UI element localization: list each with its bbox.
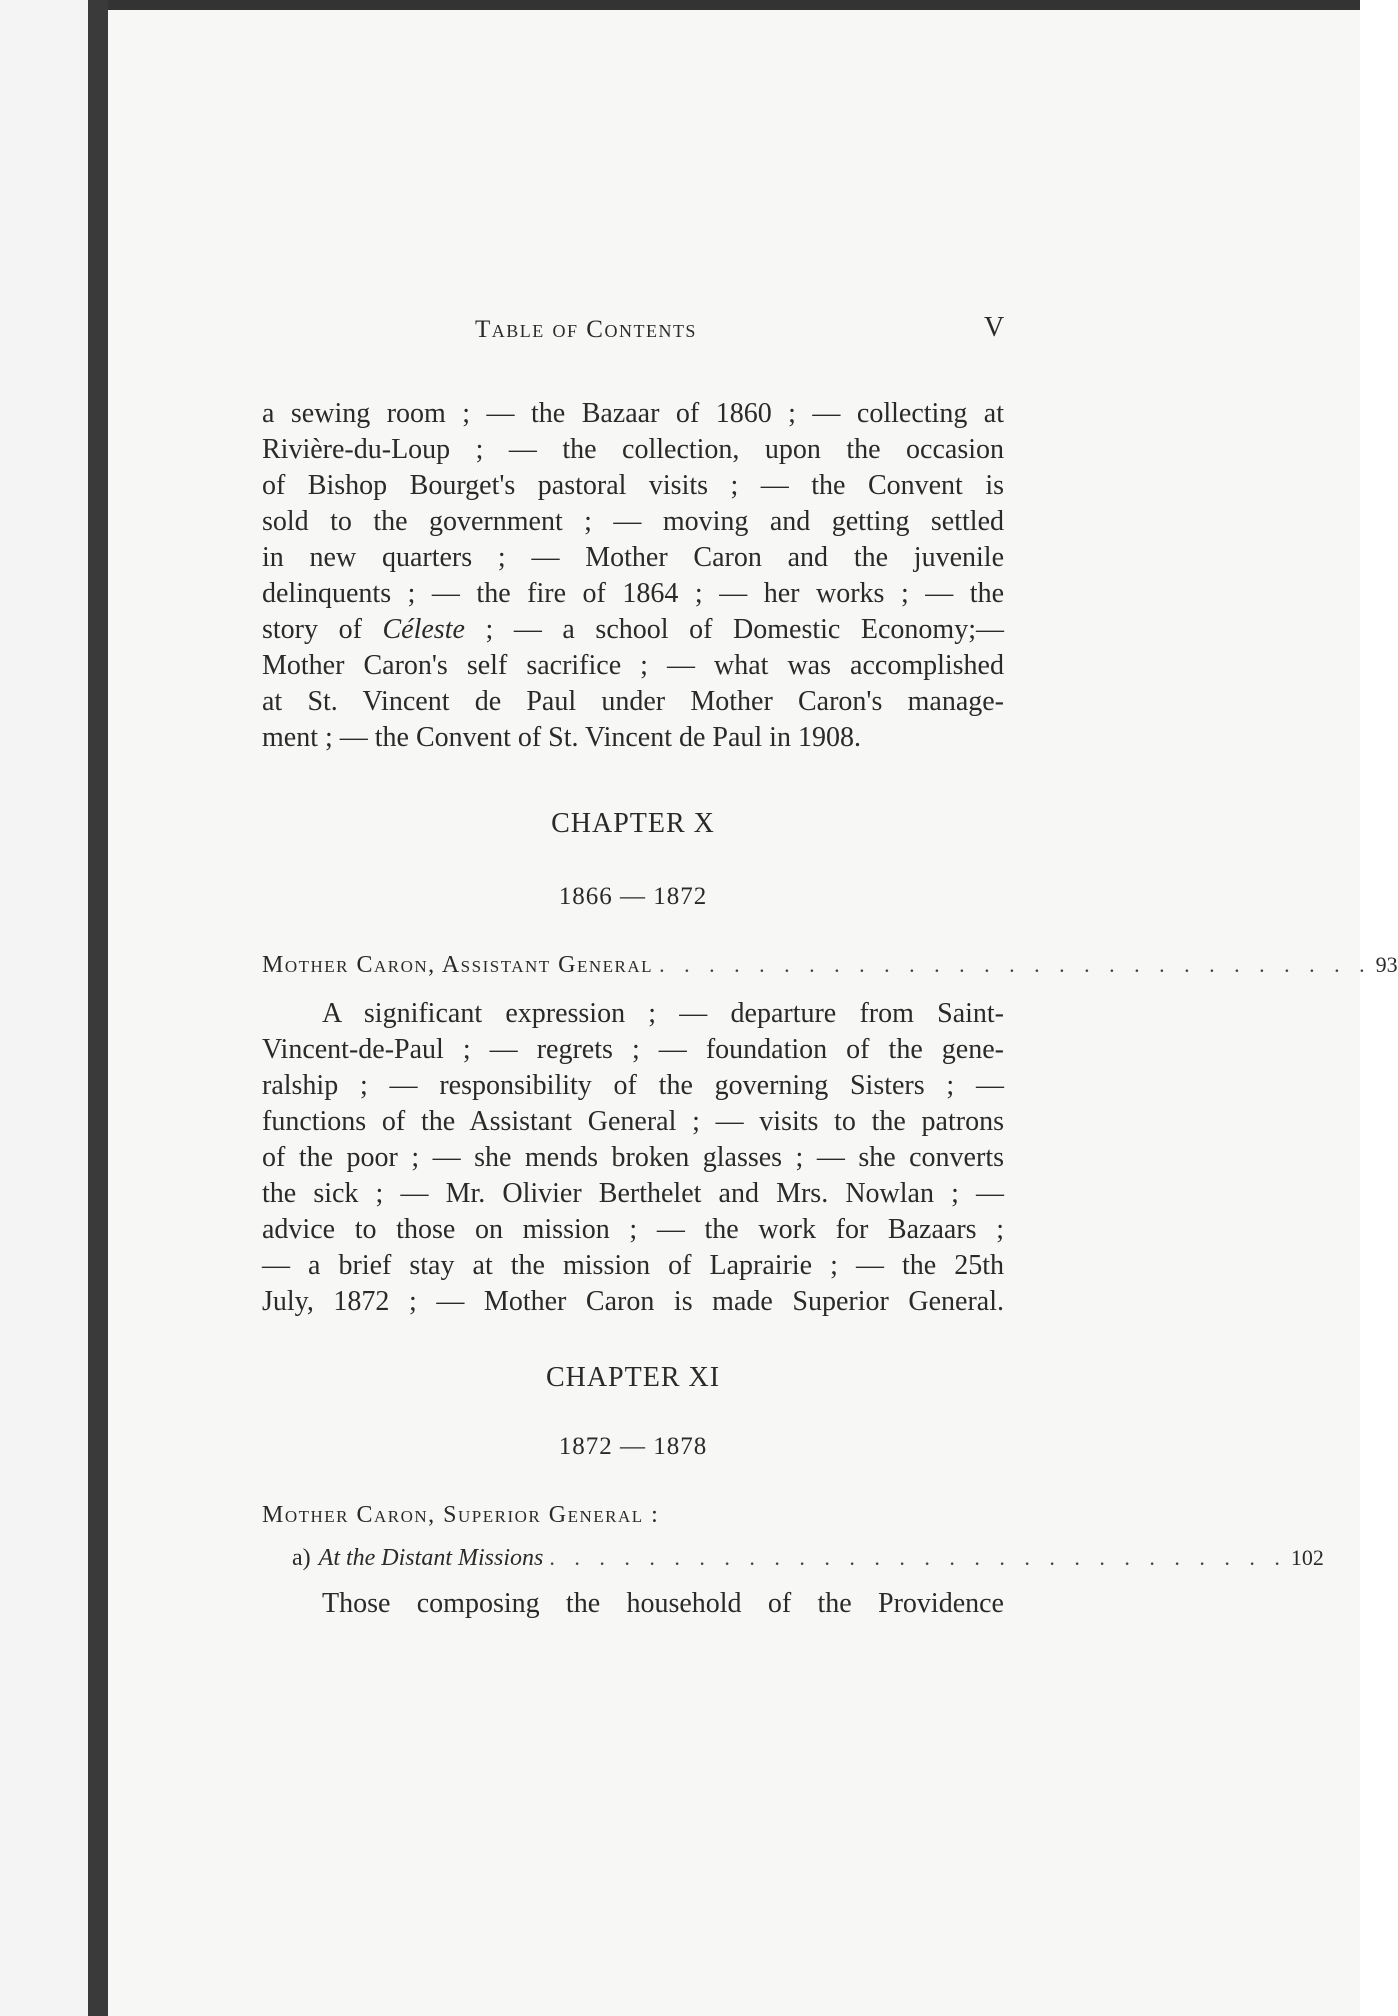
chapter-x-heading: CHAPTER X	[551, 808, 715, 839]
chapter-xi-summary	[262, 1586, 1004, 1622]
chapter-xi-heading: CHAPTER XI	[545, 1362, 721, 1393]
page-number: V	[984, 312, 1005, 343]
dot-leader: . . . . . . . . . . . . . . . . . . . . . . . . . . . . .	[659, 952, 1372, 977]
summary-line: in new quarters ; — Mother Caron and the juvenile	[262, 542, 1004, 573]
summary-line: delinquents ; — the fire of 1864 ; — her works ; — the	[262, 578, 1004, 609]
top-edge-shadow	[108, 0, 1360, 10]
book-spine-shadow	[88, 0, 108, 2016]
summary-line: advice to those on mission ; — the work for Bazaars ;	[262, 1214, 1004, 1245]
toc-entry-assistant-general[interactable]	[262, 952, 1398, 979]
toc-entry-title: Mother Caron, Assistant General	[262, 952, 654, 978]
summary-text: ; — a school of Domestic Economy;—	[485, 614, 1004, 645]
chapter-x-summary	[262, 996, 1004, 1320]
subentry-title: At the Distant Missions	[318, 1545, 544, 1571]
toc-subentry-distant-missions[interactable]	[262, 1545, 1324, 1572]
dot-leader: . . . . . . . . . . . . . . . . . . . . . . . . . . . . . .	[549, 1545, 1287, 1570]
summary-line: A significant expression ; — departure from Saint-	[322, 998, 1004, 1029]
running-head-title: Table of Contents	[475, 316, 697, 343]
summary-line: a sewing room ; — the Bazaar of 1860 ; — collecting at	[262, 398, 1004, 429]
summary-line: Vincent-de-Paul ; — regrets ; — foundation of the gene-	[262, 1034, 1004, 1065]
italic-name-celeste: Céleste	[382, 614, 465, 645]
chapter-xi-years: 1872 — 1878	[558, 1433, 708, 1460]
summary-text: story of	[262, 614, 362, 645]
summary-line: functions of the Assistant General ; — visits to the patrons	[262, 1106, 1004, 1137]
summary-line: ment ; — the Convent of St. Vincent de Paul in 1908.	[262, 722, 861, 753]
toc-entry-page: 93	[1375, 952, 1398, 977]
summary-line: sold to the government ; — moving and getting settled	[262, 506, 1004, 537]
summary-line: July, 1872 ; — Mother Caron is made Superior General.	[262, 1286, 1004, 1317]
summary-line: the sick ; — Mr. Olivier Berthelet and Mrs. Nowlan ; —	[262, 1178, 1004, 1209]
subentry-letter: a)	[292, 1545, 311, 1571]
summary-line: — a brief stay at the mission of Laprairie ; — the 25th	[262, 1250, 1004, 1281]
summary-line: of the poor ; — she mends broken glasses ; — she converts	[262, 1142, 1004, 1173]
summary-line: Rivière-du-Loup ; — the collection, upon the occasion	[262, 434, 1004, 465]
chapter-x-years: 1866 — 1872	[558, 883, 708, 910]
summary-line: at St. Vincent de Paul under Mother Caron's manage-	[262, 686, 1004, 717]
summary-line: Mother Caron's self sacrifice ; — what was accomplished	[262, 650, 1004, 681]
left-margin	[0, 0, 88, 2016]
summary-line: of Bishop Bourget's pastoral visits ; — the Convent is	[262, 470, 1004, 501]
chapter-ix-summary	[262, 396, 1004, 756]
subentry-page: 102	[1290, 1545, 1324, 1570]
toc-entry-title: Mother Caron, Superior General :	[262, 1502, 660, 1528]
summary-line-with-italic	[262, 612, 1004, 648]
toc-entry-superior-general[interactable]	[262, 1502, 1004, 1529]
summary-line: ralship ; — responsibility of the governing Sisters ; —	[262, 1070, 1004, 1101]
summary-line: Those composing the household of the Providence	[322, 1588, 1004, 1619]
